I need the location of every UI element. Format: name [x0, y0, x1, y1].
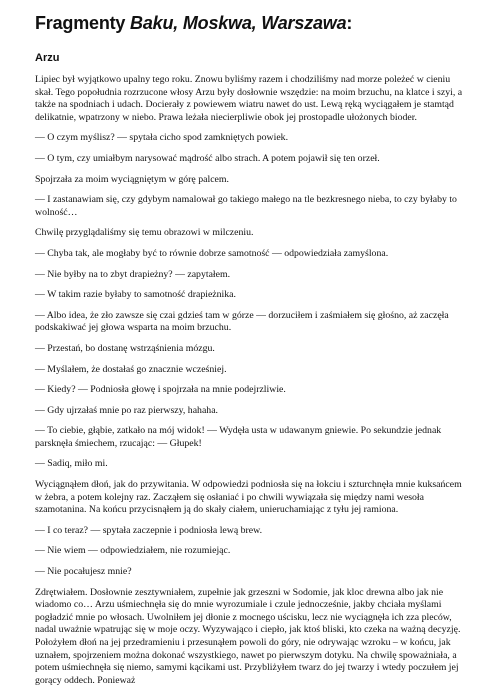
- paragraph: Zdrętwiałem. Dosłownie zesztywniałem, zupełnie jak grzeszni w Sodomie, jak kloc drewna albo jak nie wiadomo co… Arzu uśmiechnęła się do mnie wyrozumiale i czule jednocześnie, jakby chciała myślami pogładzić mnie po włosach. Uwolniłem jej dłonie z mocnego uścisku, lecz nie wyciągnęła ich zza pleców, nadal uważnie wpatrując się w moje oczy. Wyzywająco i ciepło, jak ktoś bliski, kto czeka na ważną decyzję. Położyłem dłoń na jej przedramieniu i przesunąłem powoli do góry, nie odrywając wzroku – w końcu, jak uznałem, spojrzeniem można dokonać wszystkiego, nawet po pierwszym dotyku. Na chwilę spoważniała, a potem uśmiechnęła się niemo, samymi kącikami ust. Przybliżyłem twarz do jej twarzy i wtedy poczułem jej gorący oddech. Ponieważ: [35, 586, 461, 686]
- paragraph: — Albo idea, że zło zawsze się czai gdzieś tam w górze — dorzuciłem i zaśmiałem się głośno, aż zaczęła podskakiwać jej głowa wsparta na moim brzuchu.: [35, 309, 449, 334]
- paragraph: — Myślałem, że dostałaś go znacznie wcześniej.: [35, 363, 227, 375]
- title-cities: Baku, Moskwa, Warszawa: [130, 13, 347, 33]
- paragraph: Lipiec był wyjątkowo upalny tego roku. Znowu byliśmy razem i chodziliśmy nad morze poleżeć w cieniu skał. Tego popołudnia rozrzucone włosy Arzu były dosłownie wszędzie: na moim brzuchu, na klatce i szyi, a także na spodniach i udach. Docierały z powiewem wiatru nawet do ust. Lewą ręką wyciągałem je stamtąd delikatnie, wpatrzony w niebo. Prawa leżała niecierpliwie obok jej prostopadle ułożonych bioder.: [35, 74, 463, 123]
- paragraph: — W takim razie byłaby to samotność drapieżnika.: [35, 289, 236, 301]
- paragraph: — O tym, czy umiałbym narysować mądrość albo strach. A potem pojawił się ten orzeł.: [35, 152, 380, 164]
- section-heading: Arzu: [35, 52, 60, 64]
- paragraph: — Gdy ujrzałaś mnie po raz pierwszy, hahaha.: [35, 404, 218, 416]
- paragraph: — Sadiq, miło mi.: [35, 458, 108, 470]
- paragraph: Spojrzała za moim wyciągniętym w górę palcem.: [35, 173, 229, 185]
- page-title: [35, 12, 464, 34]
- paragraph: — Przestań, bo dostanę wstrząśnienia mózgu.: [35, 342, 215, 354]
- paragraph: — Nie wiem — odpowiedziałem, nie rozumiejąc.: [35, 545, 231, 557]
- paragraph: — I co teraz? — spytała zaczepnie i podniosła lewą brew.: [35, 524, 263, 536]
- paragraph: — To ciebie, głąbie, zatkało na mój widok! — Wydęła usta w udawanym gniewie. Po sekundzie jednak parsknęła śmiechem, rzucając: — Głupek!: [35, 425, 442, 449]
- paragraph: — I zastanawiam się, czy gdybym namalował go takiego małego na tle bezkresnego nieba, to czy byłaby to wolność…: [35, 194, 457, 218]
- paragraph: — Kiedy? — Podniosła głowę i spojrzała na mnie podejrzliwie.: [35, 384, 286, 396]
- title-prefix: Fragmenty: [35, 13, 131, 33]
- paragraph: — Chyba tak, ale mogłaby być to równie dobrze samotność — odpowiedziała zamyślona.: [35, 247, 389, 259]
- paragraph: — O czym myślisz? — spytała cicho spod zamkniętych powiek.: [35, 132, 289, 144]
- paragraph: Wyciągnąłem dłoń, jak do przywitania. W odpowiedzi podniosła się na łokciu i szturchnęła mnie kuksańcem w żebra, a potem kolejny raz. Zacząłem się osłaniać i po chwili wywiązała się między nami wesoła szamotanina. Na końcu przycisnąłem ją do skały ciałem, unieruchamiając z tyłu jej ramiona.: [35, 479, 462, 516]
- paragraph: Chwilę przyglądaliśmy się temu obrazowi w milczeniu.: [35, 227, 254, 239]
- title-suffix: :: [346, 13, 353, 33]
- paragraph: — Nie pocałujesz mnie?: [35, 566, 132, 578]
- paragraph: — Nie byłby na to zbyt drapieżny? — zapytałem.: [35, 268, 231, 280]
